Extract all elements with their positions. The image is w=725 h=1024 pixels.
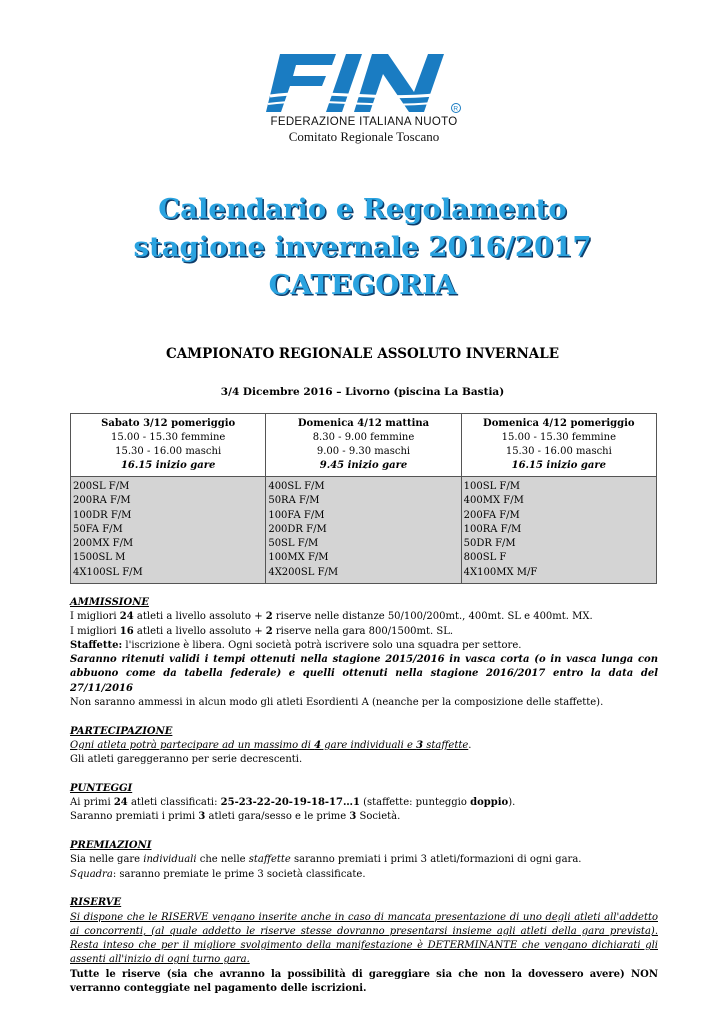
federation-name: FEDERAZIONE ITALIANA NUOTO <box>270 116 458 128</box>
partecipazione-line: Gli atleti gareggeranno per serie decrescenti. <box>70 754 303 766</box>
ammissione-line: I migliori 16 atleti a livello assoluto + 2 riserve nella gara 800/1500mt. SL. <box>70 625 454 637</box>
event-item: 200SL F/M <box>73 481 130 492</box>
ammissione-validity-note: Saranno ritenuti validi i tempi ottenuti nella stagione 2015/2016 in vasca corta (o in vasca lunga con abbuono come da tabella federale) e quelli ottenuti nella stagione 2016/2017 entro la data del 27/11/2016 <box>70 654 658 694</box>
event-item: 400MX F/M <box>463 495 524 507</box>
title-line-3: CATEGORIA <box>268 269 457 301</box>
event-item: 50SL F/M <box>268 538 319 550</box>
event-item: 800SL F <box>463 552 507 564</box>
section-ammissione <box>70 596 658 710</box>
punteggi-line: Saranno premiati i primi 3 atleti gara/sesso e le prime 3 Società. <box>70 811 401 823</box>
premiazioni-line: Squadra: saranno premiate le prime 3 società classificate. <box>70 868 366 880</box>
event-item: 50DR F/M <box>463 538 516 550</box>
schedule-header-row <box>71 414 657 477</box>
section-riserve <box>70 896 658 996</box>
session-start: 16.15 inizio gare <box>511 460 607 471</box>
event-item: 200DR F/M <box>268 523 327 535</box>
date-location: 3/4 Dicembre 2016 – Livorno (piscina La Bastia) <box>220 386 505 398</box>
title-line-2: stagione invernale 2016/2017 <box>133 231 592 263</box>
title-line-1: Calendario e Regolamento <box>158 193 567 225</box>
event-item: 200RA F/M <box>73 495 131 507</box>
event-item: 1500SL M <box>73 552 126 564</box>
partecipazione-line: Ogni atleta potrà partecipare ad un massimo di 4 gare individuali e 3 staffette. <box>70 739 472 751</box>
document-title <box>60 190 665 304</box>
schedule-events-row <box>71 477 657 584</box>
session-warmup-f: 15.00 - 15.30 femmine <box>501 432 616 443</box>
section-title: AMMISSIONE <box>70 597 149 608</box>
session-warmup-m: 15.30 - 16.00 maschi <box>505 446 612 457</box>
session-header <box>461 414 656 477</box>
session-header <box>266 414 461 477</box>
event-item: 100DR F/M <box>73 509 132 521</box>
event-item: 200MX F/M <box>73 538 134 550</box>
premiazioni-line: Sia nelle gare individuali che nelle staffette saranno premiati i primi 3 atleti/formazioni di ogni gara. <box>70 854 582 866</box>
schedule-table <box>70 413 657 584</box>
session-day: Domenica 4/12 pomeriggio <box>483 418 635 429</box>
section-title: PREMIAZIONI <box>70 840 152 852</box>
event-item: 4X100SL F/M <box>73 566 143 578</box>
event-item: 400SL F/M <box>268 481 325 492</box>
event-item: 100MX F/M <box>268 552 329 564</box>
committee-name: Comitato Regionale Toscano <box>288 129 440 144</box>
session-day: Domenica 4/12 mattina <box>297 418 430 429</box>
event-item: 4X200SL F/M <box>268 566 339 578</box>
event-item: 50FA F/M <box>73 523 123 535</box>
ammissione-line: Non saranno ammessi in alcun modo gli atleti Esordienti A (neanche per la composizione delle staffette). <box>70 697 604 709</box>
session-start: 16.15 inizio gare <box>120 460 216 471</box>
session-day: Sabato 3/12 pomeriggio <box>101 418 236 429</box>
regulations-body <box>70 596 658 1011</box>
event-item: 100FA F/M <box>268 509 325 521</box>
session-events <box>266 477 461 584</box>
event-item: 100SL F/M <box>463 481 520 492</box>
section-title: RISERVE <box>70 897 122 909</box>
event-item: 50RA F/M <box>268 495 320 507</box>
session-events <box>461 477 656 584</box>
event-item: 200FA F/M <box>463 509 520 521</box>
session-header <box>71 414 266 477</box>
session-events <box>71 477 266 584</box>
session-warmup-m: 15.30 - 16.00 maschi <box>115 446 222 457</box>
event-item: 100RA F/M <box>463 523 522 535</box>
fin-logo <box>264 52 464 148</box>
ammissione-line: Staffette: l'iscrizione è libera. Ogni società potrà iscrivere solo una squadra per settore. <box>70 639 522 651</box>
section-title: PARTECIPAZIONE <box>70 725 173 737</box>
event-item: 4X100MX M/F <box>463 566 538 578</box>
fin-logo-icon <box>266 52 462 114</box>
section-premiazioni <box>70 839 658 882</box>
section-partecipazione <box>70 725 658 768</box>
punteggi-line: Ai primi 24 atleti classificati: 25-23-22-20-19-18-17…1 (staffette: punteggio doppio). <box>70 797 516 809</box>
section-punteggi <box>70 782 658 825</box>
svg-text:R: R <box>453 105 459 113</box>
riserve-fee-note: Tutte le riserve (sia che avranno la possibilità di gareggiare sia che non la dovessero avere) NON verranno conteggiate nel pagamento delle iscrizioni. <box>70 968 658 995</box>
ammissione-line: I migliori 24 atleti a livello assoluto + 2 riserve nelle distanze 50/100/200mt., 400mt. SL e 400mt. MX. <box>70 611 593 623</box>
session-start: 9.45 inizio gare <box>319 460 408 471</box>
session-warmup-f: 8.30 - 9.00 femmine <box>312 432 415 443</box>
session-warmup-m: 9.00 - 9.30 maschi <box>316 446 411 457</box>
section-title: PUNTEGGI <box>70 782 133 794</box>
championship-title: CAMPIONATO REGIONALE ASSOLUTO INVERNALE <box>165 346 560 362</box>
session-warmup-f: 15.00 - 15.30 femmine <box>111 432 226 443</box>
riserve-rule: Si dispone che le RISERVE vengano inserite anche in caso di mancata presentazione di uno degli atleti all'addetto ai concorrenti, (al quale addetto le riserve stesse dovranno presentarsi insieme agli atleti della gara prevista). Resta inteso che per il migliore svolgimento della manifestazione è DETERMINANTE che vengano dichiarati gli assenti all'inizio di ogni turno gara. <box>70 911 658 966</box>
